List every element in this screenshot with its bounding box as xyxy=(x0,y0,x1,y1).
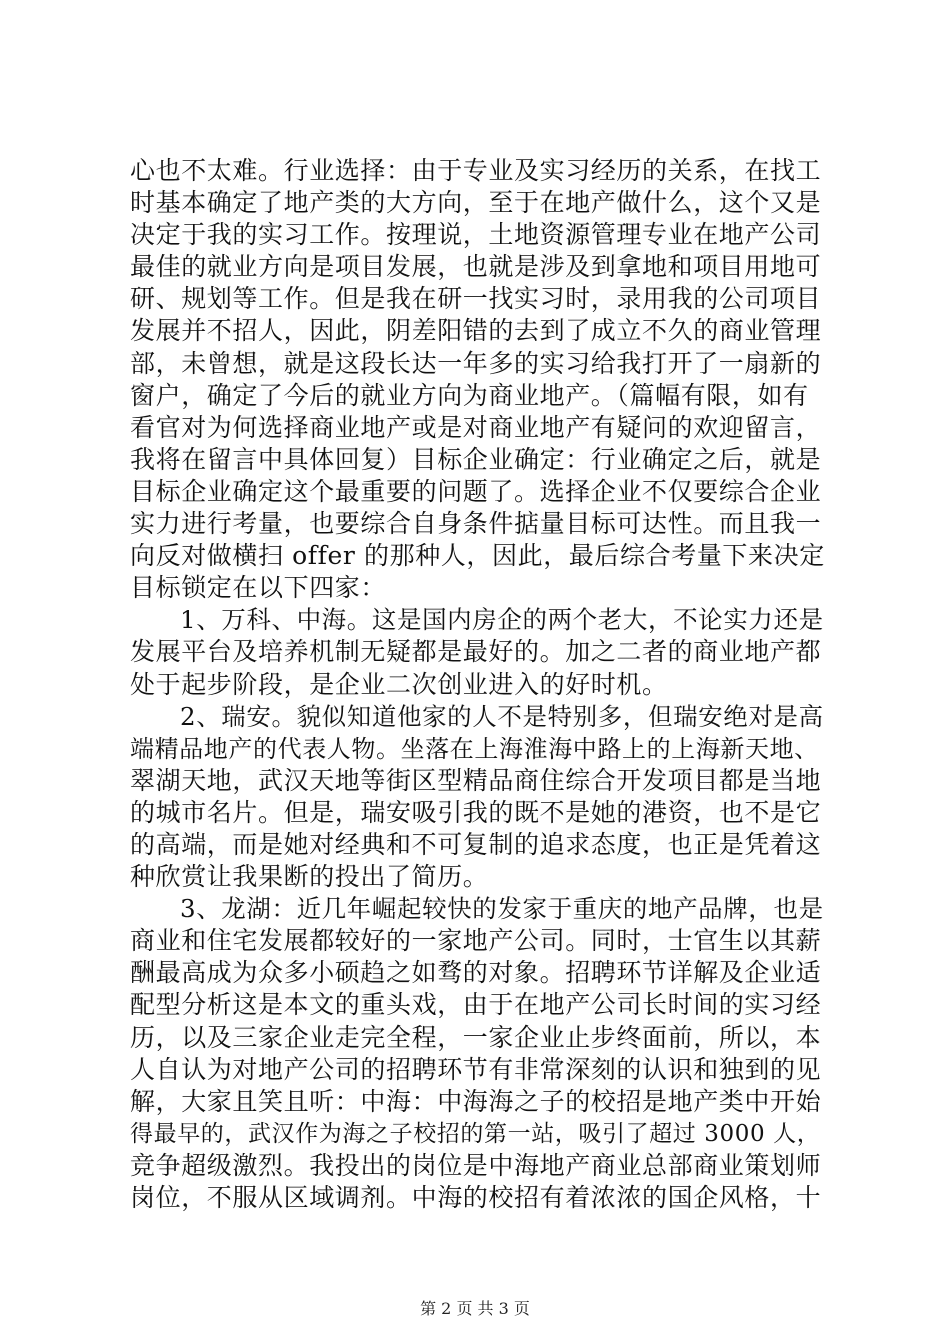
text-line: 得最早的，武汉作为海之子校招的第一站，吸引了超过 3000 人， xyxy=(130,1120,821,1147)
text-line: 2、瑞安。貌似知道他家的人不是特别多，但瑞安绝对是高 xyxy=(180,701,824,731)
text-line: 人自认为对地产公司的招聘环节有非常深刻的认识和独到的见 xyxy=(130,1054,822,1084)
text-line: 决定于我的实习工作。按理说，土地资源管理专业在地产公司 xyxy=(130,220,822,250)
text-line: 商业和住宅发展都较好的一家地产公司。同时，士官生以其薪 xyxy=(130,926,822,956)
text-line: 解，大家且笑且听：中海：中海海之子的校招是地产类中开始 xyxy=(130,1086,822,1116)
text-line: 时基本确定了地产类的大方向，至于在地产做什么，这个又是 xyxy=(130,188,822,218)
text-line: 种欣赏让我果断的投出了简历。 xyxy=(130,862,489,892)
text-line: 端精品地产的代表人物。坐落在上海淮海中路上的上海新天地、 xyxy=(130,734,819,763)
text-line: 部，未曾想，就是这段长达一年多的实习给我打开了一扇新的 xyxy=(130,348,822,378)
text-line: 发展并不招人，因此，阴差阳错的去到了成立不久的商业管理 xyxy=(130,316,822,346)
text-line: 历，以及三家企业走完全程，一家企业止步终面前，所以，本 xyxy=(130,1022,822,1052)
text-line: 目标企业确定这个最重要的问题了。选择企业不仅要综合企业 xyxy=(130,476,822,506)
page-number-footer: 第 2 页 共 3 页 xyxy=(420,1299,530,1318)
text-line: 的城市名片。但是，瑞安吸引我的既不是她的港资，也不是它 xyxy=(130,797,822,827)
text-line: 窗户，确定了今后的就业方向为商业地产。（篇幅有限，如有 xyxy=(130,380,809,410)
text-line: 岗位，不服从区域调剂。中海的校招有着浓浓的国企风格，十 xyxy=(130,1183,822,1212)
text-line: 翠湖天地，武汉天地等街区型精品商住综合开发项目都是当地 xyxy=(130,765,822,795)
text-line: 配型分析这是本文的重头戏，由于在地产公司长时间的实习经 xyxy=(130,990,822,1020)
text-line: 目标锁定在以下四家： xyxy=(130,573,387,603)
text-line: 向反对做横扫 offer 的那种人，因此，最后综合考量下来决定 xyxy=(130,541,825,571)
text-line: 我将在留言中具体回复）目标企业确定：行业确定之后，就是 xyxy=(130,444,822,474)
text-line: 实力进行考量，也要综合自身条件掂量目标可达性。而且我一 xyxy=(130,509,822,539)
text-line: 3、龙湖：近几年崛起较快的发家于重庆的地产品牌，也是 xyxy=(180,894,824,924)
text-line: 看官对为何选择商业地产或是对商业地产有疑问的欢迎留言， xyxy=(130,412,822,442)
text-line: 研、规划等工作。但是我在研一找实习时，录用我的公司项目 xyxy=(130,284,822,314)
document-body xyxy=(130,155,830,1214)
text-line: 最佳的就业方向是项目发展，也就是涉及到拿地和项目用地可 xyxy=(130,252,822,282)
text-line: 心也不太难。行业选择：由于专业及实习经历的关系，在找工 xyxy=(130,156,822,185)
text-line: 酬最高成为众多小硕趋之如骛的对象。招聘环节详解及企业适 xyxy=(130,958,822,988)
text-line: 1、万科、中海。这是国内房企的两个老大，不论实力还是 xyxy=(180,605,824,635)
text-line: 处于起步阶段，是企业二次创业进入的好时机。 xyxy=(130,669,668,699)
text-line: 发展平台及培养机制无疑都是最好的。加之二者的商业地产都 xyxy=(130,637,822,667)
text-line: 竞争超级激烈。我投出的岗位是中海地产商业总部商业策划师 xyxy=(130,1150,822,1180)
text-line: 的高端，而是她对经典和不可复制的追求态度，也正是凭着这 xyxy=(130,829,822,859)
